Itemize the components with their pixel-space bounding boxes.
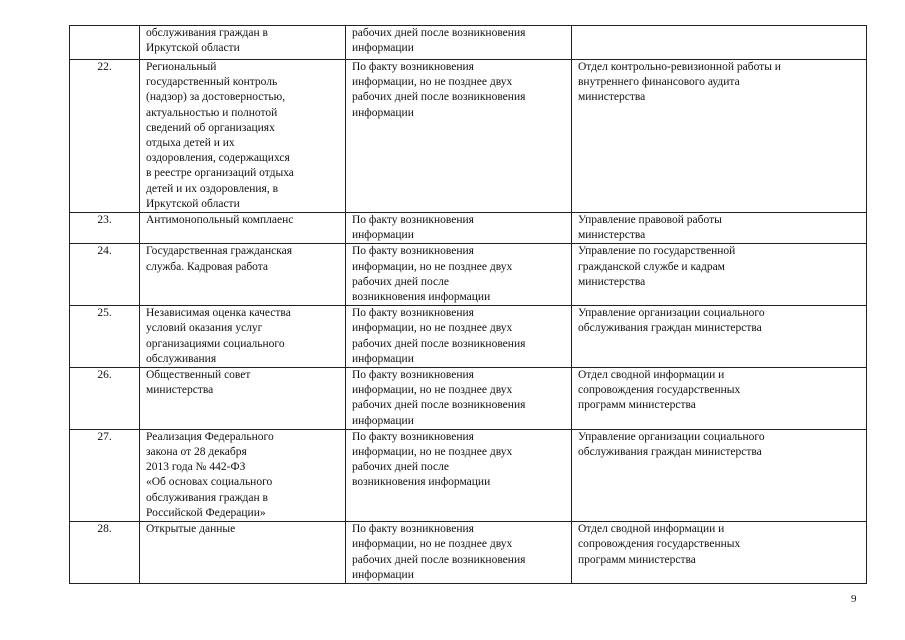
- table-row: [70, 213, 867, 244]
- row-number: 27.: [70, 429, 140, 521]
- deadline-cell: рабочих дней после возникновения информации: [346, 26, 572, 60]
- table-row: [70, 522, 867, 584]
- deadline-cell: По факту возникновения информации, но не позднее двух рабочих дней после возникновения информации: [346, 60, 572, 213]
- subject-cell: Реализация Федерального закона от 28 декабря 2013 года № 442-ФЗ «Об основах социального обслуживания граждан в Российской Федерации»: [140, 429, 346, 521]
- deadline-cell: По факту возникновения информации: [346, 213, 572, 244]
- subject-cell: Антимонопольный комплаенс: [140, 213, 346, 244]
- responsible-cell: Отдел контрольно-ревизионной работы и внутреннего финансового аудита министерства: [572, 60, 867, 213]
- table-row: [70, 26, 867, 60]
- row-number: 23.: [70, 213, 140, 244]
- row-number: [70, 26, 140, 60]
- table-row: [70, 368, 867, 430]
- responsible-cell: Управление организации социального обслуживания граждан министерства: [572, 429, 867, 521]
- row-number: 24.: [70, 244, 140, 306]
- responsible-cell: Управление организации социального обслуживания граждан министерства: [572, 306, 867, 368]
- row-number: 26.: [70, 368, 140, 430]
- row-number: 25.: [70, 306, 140, 368]
- table-row: [70, 60, 867, 213]
- subject-cell: Открытые данные: [140, 522, 346, 584]
- row-number: 22.: [70, 60, 140, 213]
- disclosure-table: [69, 25, 867, 584]
- deadline-cell: По факту возникновения информации, но не позднее двух рабочих дней после возникновения информации: [346, 429, 572, 521]
- subject-cell: Региональный государственный контроль (надзор) за достоверностью, актуальностью и полнотой сведений об организациях отдыха детей и их оздоровления, содержащихся в реестре организаций отдыха детей и их оздоровления, в Иркутской области: [140, 60, 346, 213]
- deadline-cell: По факту возникновения информации, но не позднее двух рабочих дней после возникновения информации: [346, 522, 572, 584]
- row-number: 28.: [70, 522, 140, 584]
- responsible-cell: Отдел сводной информации и сопровождения государственных программ министерства: [572, 522, 867, 584]
- responsible-cell: Управление правовой работы министерства: [572, 213, 867, 244]
- table-row: [70, 429, 867, 521]
- table-row: [70, 244, 867, 306]
- deadline-cell: По факту возникновения информации, но не позднее двух рабочих дней после возникновения информации: [346, 306, 572, 368]
- table-row: [70, 306, 867, 368]
- subject-cell: обслуживания граждан в Иркутской области: [140, 26, 346, 60]
- responsible-cell: [572, 26, 867, 60]
- page-number: 9: [851, 593, 857, 605]
- subject-cell: Государственная гражданская служба. Кадровая работа: [140, 244, 346, 306]
- deadline-cell: По факту возникновения информации, но не позднее двух рабочих дней после возникновения информации: [346, 368, 572, 430]
- responsible-cell: Управление по государственной гражданской службе и кадрам министерства: [572, 244, 867, 306]
- responsible-cell: Отдел сводной информации и сопровождения государственных программ министерства: [572, 368, 867, 430]
- subject-cell: Общественный совет министерства: [140, 368, 346, 430]
- deadline-cell: По факту возникновения информации, но не позднее двух рабочих дней после возникновения информации: [346, 244, 572, 306]
- subject-cell: Независимая оценка качества условий оказания услуг организациями социального обслуживания: [140, 306, 346, 368]
